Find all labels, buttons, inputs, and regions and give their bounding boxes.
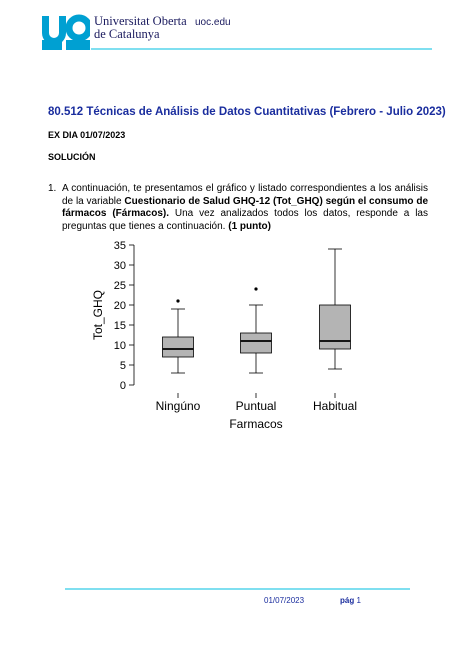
website-link[interactable]: uoc.edu [195, 17, 231, 28]
footer-page [340, 596, 361, 605]
box-1 [163, 299, 194, 373]
university-name [94, 15, 187, 41]
x-tick-label: Habitual [312, 399, 358, 413]
question-text-instructions: Una vez analizados todos los datos, responde a las preguntas que tienes a continuación. [62, 208, 428, 232]
y-axis [114, 240, 134, 392]
university-name-line1: Universitat Oberta [94, 14, 187, 28]
boxplot-chart [0, 235, 474, 450]
footer-date: 01/07/2023 [264, 596, 305, 605]
y-tick-label: 35 [113, 240, 126, 252]
header-divider [91, 48, 432, 50]
question-text-intro: A continuación, te presentamos el gráfico y listado correspondientes a los análisis de la variable [62, 183, 428, 207]
outlier-point [176, 299, 179, 302]
question-number: 1. [48, 183, 57, 194]
solution-label: SOLUCIÓN [48, 152, 96, 162]
outlier-point [254, 287, 257, 290]
university-name-line2: de Catalunya [94, 27, 160, 41]
x-axis [156, 393, 357, 413]
x-tick-label: Ningúno [155, 399, 201, 413]
y-tick-label: 10 [113, 340, 126, 352]
footer-page-label: pág [340, 596, 355, 605]
iqr-box [163, 337, 194, 357]
y-axis-label: Tot_GHQ [91, 289, 105, 341]
document-title: 80.512 Técnicas de Análisis de Datos Cuantitativas (Febrero - Julio 2023) [48, 106, 446, 118]
uoc-logo [40, 12, 90, 50]
question-text [62, 183, 428, 233]
x-axis-label: Farmacos [229, 417, 283, 431]
question-points: (1 punto) [228, 220, 271, 232]
box-2 [241, 287, 272, 373]
box-3 [320, 249, 351, 369]
y-tick-label: 5 [119, 360, 126, 372]
iqr-box [241, 333, 272, 353]
footer-divider [65, 588, 410, 590]
y-tick-label: 15 [113, 320, 126, 332]
iqr-box [320, 305, 351, 349]
y-tick-label: 20 [113, 300, 126, 312]
y-tick-label: 0 [119, 380, 126, 392]
y-tick-label: 25 [113, 280, 126, 292]
y-tick-label: 30 [113, 260, 126, 272]
footer-page-number: 1 [356, 596, 361, 605]
question-variable: Cuestionario de Salud GHQ-12 (Tot_GHQ) según el consumo de fármacos (Fármacos). [62, 195, 429, 219]
boxes-group [163, 249, 351, 373]
exam-date: EX DIA 01/07/2023 [48, 130, 126, 140]
x-tick-label: Puntual [235, 399, 277, 413]
